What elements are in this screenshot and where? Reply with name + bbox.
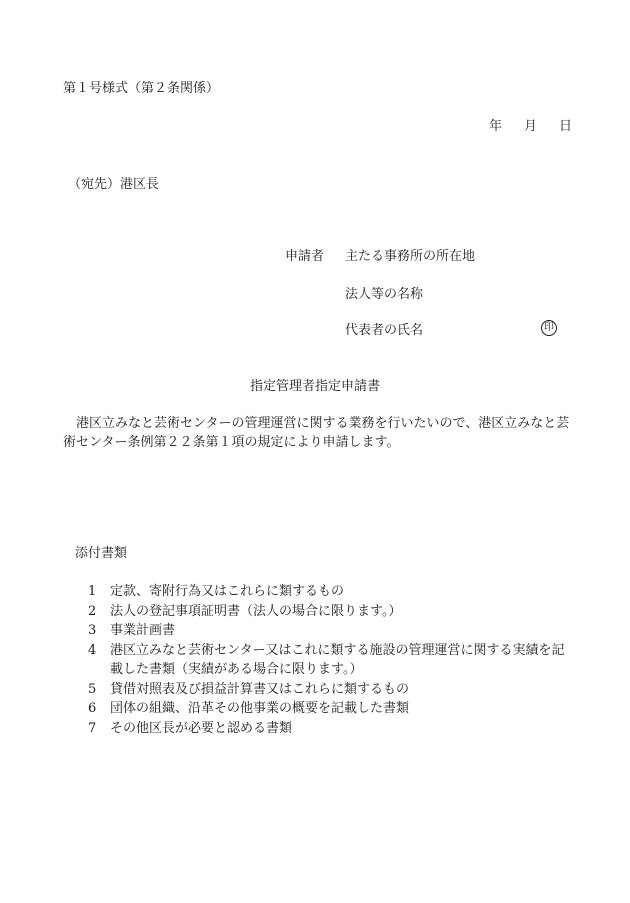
item-text: 団体の組織、沿革その他事業の概要を記載した書類 bbox=[110, 701, 410, 716]
item-number: 2 bbox=[88, 603, 97, 619]
list-item bbox=[88, 641, 573, 680]
date-year: 年 bbox=[488, 119, 502, 134]
corporation-name-label: 法人等の名称 bbox=[345, 287, 424, 302]
item-number: 4 bbox=[88, 642, 97, 658]
date-month: 月 bbox=[523, 119, 537, 134]
applicant-label: 申請者 bbox=[285, 249, 325, 264]
item-number: 1 bbox=[88, 584, 97, 599]
item-text: 貸借対照表及び損益計算書又はこれらに類するもの bbox=[110, 681, 410, 697]
list-item bbox=[88, 719, 573, 739]
form-number: 第１号様式（第２条関係） bbox=[63, 81, 220, 96]
body-text: 港区立みなと芸術センターの管理運営に関する業務を行いたいので、港区立みなと芸術センター条例第２２条第１項の規定により申請します。 bbox=[63, 416, 570, 450]
list-item bbox=[88, 582, 573, 602]
item-text: 事業計画書 bbox=[110, 623, 176, 638]
item-number: 3 bbox=[88, 623, 97, 638]
list-item bbox=[88, 602, 573, 622]
item-number: 6 bbox=[88, 701, 97, 716]
item-text: 法人の登記事項証明書（法人の場合に限ります。） bbox=[110, 603, 402, 619]
office-location-label: 主たる事務所の所在地 bbox=[345, 249, 476, 264]
item-text: その他区長が必要と認める書類 bbox=[110, 720, 293, 736]
addressee: （宛先）港区長 bbox=[68, 177, 160, 192]
representative-name-label: 代表者の氏名 bbox=[345, 323, 424, 338]
item-number: 5 bbox=[88, 681, 97, 697]
item-text: 定款、寄附行為又はこれらに類するもの bbox=[110, 584, 345, 599]
item-text: 港区立みなと芸術センター又はこれに類する施設の管理運営に関する実績を記載した書類（実績がある場合に限ります。） bbox=[110, 642, 565, 677]
attachment-list bbox=[88, 582, 573, 738]
list-item bbox=[88, 621, 573, 641]
list-item bbox=[88, 680, 573, 700]
document-title: 指定管理者指定申請書 bbox=[249, 379, 380, 394]
date-line bbox=[489, 118, 572, 136]
list-item bbox=[88, 699, 573, 719]
seal-mark: 印 bbox=[541, 320, 557, 336]
item-number: 7 bbox=[88, 720, 97, 736]
date-day: 日 bbox=[558, 119, 572, 134]
attachments-heading: 添付書類 bbox=[75, 546, 128, 561]
